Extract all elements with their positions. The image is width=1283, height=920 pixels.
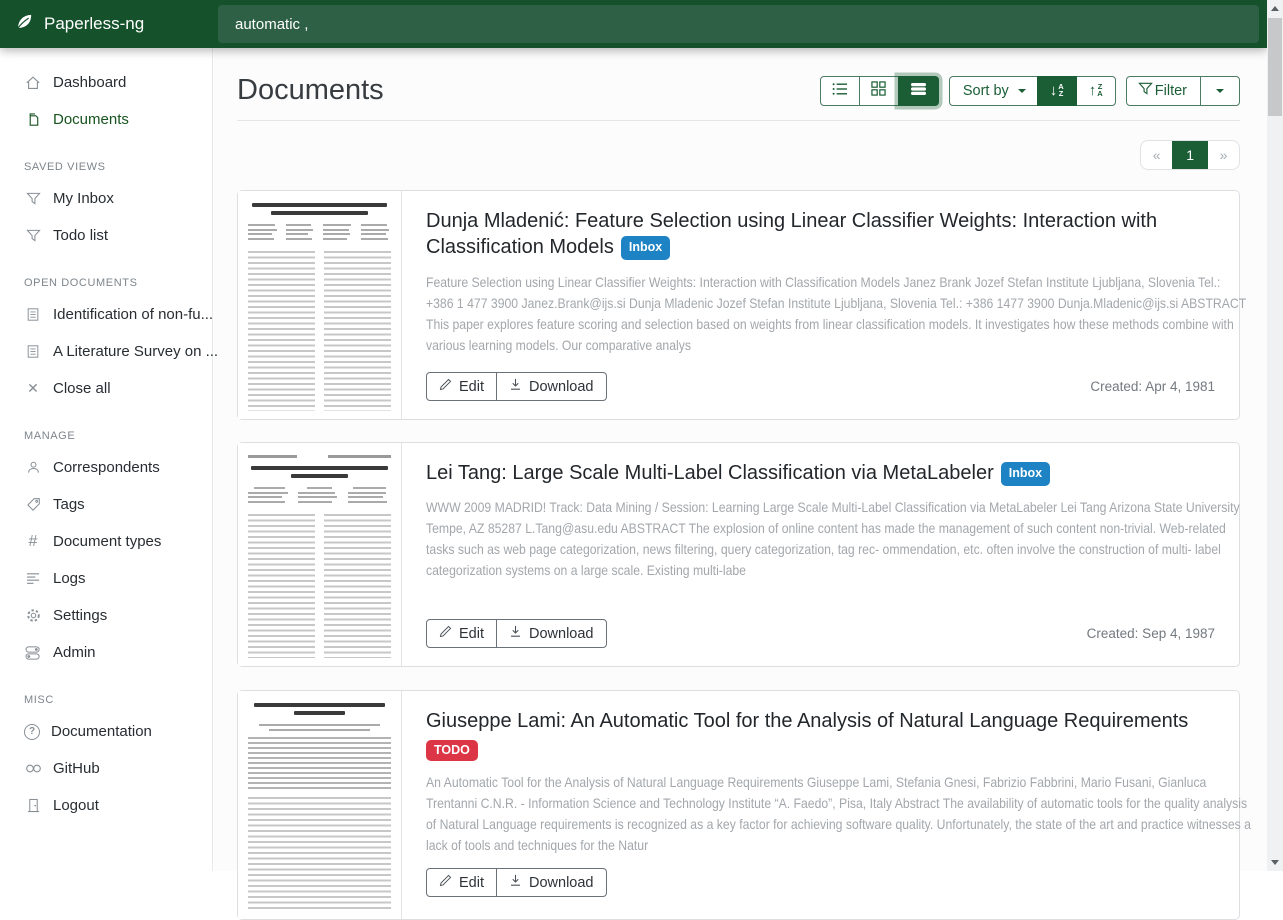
page-title: Documents	[237, 74, 384, 106]
document-thumbnail[interactable]	[238, 443, 402, 666]
main-content	[214, 48, 1267, 891]
sidebar-item-label: Correspondents	[53, 459, 160, 476]
file-text-icon	[24, 344, 42, 359]
filter-icon	[24, 228, 42, 243]
sidebar-item-label: My Inbox	[53, 190, 114, 207]
scroll-up-icon[interactable]	[1267, 0, 1283, 17]
sort-descending-button[interactable]	[1037, 76, 1077, 106]
view-grid-button[interactable]	[859, 76, 899, 106]
home-icon	[24, 75, 42, 91]
pagination	[1140, 140, 1240, 170]
document-card	[237, 442, 1240, 667]
document-title[interactable]: Giuseppe Lami: An Automatic Tool for the Analysis of Natural Language Requirements	[426, 710, 1189, 732]
sidebar-section-open-documents: OPEN DOCUMENTS	[24, 277, 138, 289]
sidebar-item-settings[interactable]	[0, 597, 212, 634]
brand-name: Paperless-ng	[44, 14, 145, 33]
pagination-prev-button[interactable]: «	[1152, 147, 1161, 163]
chevron-down-icon	[1216, 89, 1224, 93]
view-details-button[interactable]	[898, 76, 939, 106]
sidebar-section-misc: MISC	[24, 694, 54, 706]
sidebar-item-label: Admin	[53, 644, 96, 661]
sidebar-item-label: Document types	[53, 533, 162, 550]
sidebar-item-close-all[interactable]	[0, 370, 212, 407]
search-input[interactable]	[218, 5, 1259, 43]
scrollbar-thumb[interactable]	[1268, 18, 1282, 116]
sort-by-button[interactable]	[949, 76, 1038, 106]
filter-button[interactable]	[1126, 76, 1201, 106]
download-button[interactable]: Download	[496, 868, 607, 897]
hash-icon: #	[28, 532, 38, 550]
pagination-next-button[interactable]: »	[1219, 147, 1228, 163]
filter-label: Filter	[1154, 82, 1187, 99]
download-icon	[509, 625, 522, 642]
todo-tag-badge[interactable]: TODO	[426, 740, 478, 761]
documents-toolbar	[820, 76, 1240, 106]
tag-icon	[24, 497, 42, 512]
pencil-icon	[439, 625, 452, 642]
sidebar-item-label: Logs	[53, 570, 86, 587]
document-excerpt: WWW 2009 MADRID! Track: Data Mining / Session: Learning Large Scale Multi-Label Classification via MetaLabeler Lei Tang Arizona State University Tempe, AZ 85287 L.Tang@asu.edu ABSTRACT The explosion of online content has made the management of such content non-trivial. Web-related tasks such as web page categorization, news filtering, query categorization, tag rec- ommendation, etc. often involve the construction of multi- label categorization systems on a large scale. Existing multi-labe	[426, 499, 1240, 579]
sidebar-item-correspondents[interactable]	[0, 449, 212, 486]
download-icon	[509, 378, 522, 395]
brand-logo[interactable]	[0, 12, 213, 36]
sidebar-item-logs[interactable]	[0, 560, 212, 597]
door-icon	[24, 798, 42, 813]
gear-icon	[24, 608, 42, 623]
sidebar-item-label: Close all	[53, 380, 111, 397]
sidebar-item-open-doc-2[interactable]	[0, 333, 219, 370]
sidebar-item-label: Dashboard	[53, 74, 127, 91]
sidebar-item-label: Todo list	[53, 227, 109, 244]
file-text-icon	[24, 307, 42, 322]
sort-controls	[949, 76, 1116, 106]
inbox-tag-badge[interactable]: Inbox	[1001, 462, 1050, 486]
filter-icon	[24, 191, 42, 206]
scroll-down-icon[interactable]	[1267, 854, 1283, 871]
sidebar-item-document-types[interactable]	[0, 523, 212, 560]
sidebar-item-label: Settings	[53, 607, 108, 624]
sidebar-item-todo-list[interactable]	[0, 217, 212, 254]
sidebar-item-github[interactable]	[0, 750, 212, 787]
sidebar-item-my-inbox[interactable]	[0, 180, 212, 217]
edit-button[interactable]: Edit	[426, 372, 497, 401]
pencil-icon	[439, 874, 452, 891]
sidebar-item-documentation[interactable]	[0, 713, 212, 750]
document-thumbnail[interactable]	[238, 191, 402, 419]
document-card	[237, 190, 1246, 420]
window-scrollbar[interactable]	[1267, 0, 1283, 871]
inbox-tag-badge[interactable]: Inbox	[621, 236, 670, 260]
sidebar-item-open-doc-1[interactable]	[0, 296, 212, 333]
document-thumbnail[interactable]	[238, 691, 402, 919]
sidebar	[0, 48, 219, 871]
sort-ascending-icon: ↑ Z A	[1088, 82, 1103, 99]
sort-ascending-button[interactable]	[1076, 76, 1116, 106]
sidebar-item-documents[interactable]	[0, 101, 212, 138]
list-view-icon	[832, 82, 848, 100]
edit-button[interactable]: Edit	[426, 619, 497, 648]
documents-icon	[24, 112, 42, 128]
sort-descending-icon: ↓ A Z	[1049, 82, 1064, 99]
filter-dropdown-button[interactable]	[1200, 76, 1240, 106]
pagination-page-1[interactable]: 1	[1172, 141, 1208, 169]
leaf-icon	[15, 12, 34, 36]
sidebar-item-logout[interactable]	[0, 787, 212, 824]
sidebar-item-label: Logout	[53, 797, 99, 814]
document-excerpt: An Automatic Tool for the Analysis of Natural Language Requirements Giuseppe Lami, Stefania Gnesi, Fabrizio Fabbrini, Mario Fusani, Gianluca Trentanni C.N.R. - Information Science and Technology Institute “A. Faedo”, Pisa, Italy Abstract The availability of automatic tools for the quality analysis of Natural Language requirements is recognized as a key factor for achieving software quality. Unfortunately, the state of the art and practice witnesses a lack of tools and techniques for the Natur	[426, 774, 1251, 854]
sidebar-item-label: Identification of non-fu...	[53, 306, 214, 323]
link-icon	[24, 763, 42, 774]
sidebar-item-label: Documents	[53, 111, 129, 128]
document-card	[237, 690, 1251, 920]
sidebar-item-admin[interactable]	[0, 634, 212, 671]
close-icon: ✕	[27, 380, 39, 396]
document-excerpt: Feature Selection using Linear Classifier Weights: Interaction with Classification Models Janez Brank Jozef Stefan Institute Ljubljana, Slovenia Tel.: +386 1 477 3900 Janez.Brank@ijs.si Dunja Mladenic Jozef Stefan Institute Ljubljana, Slovenia Tel.: +386 1477 3900 Dunja.Mladenic@ijs.si ABSTRACT This paper explores feature scoring and selection based on weights from linear classification models. It investigates how these methods combine with various learning models. Our comparative analys	[426, 273, 1246, 353]
logs-icon	[24, 572, 42, 585]
toggles-icon	[24, 646, 42, 660]
created-date: Created: Sep 4, 1987	[1086, 626, 1215, 641]
view-mode-switcher	[820, 76, 939, 106]
sidebar-item-tags[interactable]	[0, 486, 212, 523]
sidebar-item-label: A Literature Survey on ...	[53, 343, 219, 360]
sidebar-section-saved-views: SAVED VIEWS	[24, 161, 106, 173]
document-title[interactable]: Lei Tang: Large Scale Multi-Label Classification via MetaLabeler Inbox	[426, 460, 1215, 486]
sidebar-item-label: Documentation	[51, 723, 152, 740]
funnel-icon	[1138, 81, 1153, 100]
header-divider	[237, 120, 1240, 121]
download-button[interactable]: Download	[496, 372, 607, 401]
grid-view-icon	[871, 81, 886, 100]
created-date: Created: Apr 4, 1981	[1090, 379, 1215, 394]
card-actions	[426, 868, 607, 897]
help-icon: ?	[24, 724, 40, 740]
card-actions	[426, 372, 607, 401]
sidebar-item-label: Tags	[53, 496, 85, 513]
person-icon	[24, 460, 42, 475]
chevron-down-icon	[1018, 89, 1026, 93]
download-icon	[509, 874, 522, 891]
download-button[interactable]: Download	[496, 619, 607, 648]
card-actions	[426, 619, 607, 648]
sidebar-item-label: GitHub	[53, 760, 100, 777]
sidebar-item-dashboard[interactable]	[0, 64, 212, 101]
view-list-button[interactable]	[820, 76, 860, 106]
edit-button[interactable]: Edit	[426, 868, 497, 897]
sort-by-label: Sort by	[962, 82, 1009, 99]
pencil-icon	[439, 378, 452, 395]
details-view-icon	[910, 82, 927, 100]
top-navbar	[0, 0, 1267, 48]
sidebar-section-manage: MANAGE	[24, 430, 76, 442]
filter-controls	[1126, 76, 1240, 106]
document-title[interactable]: Dunja Mladenić: Feature Selection using Linear Classifier Weights: Interaction with Classification Models Inbox	[426, 210, 1158, 259]
